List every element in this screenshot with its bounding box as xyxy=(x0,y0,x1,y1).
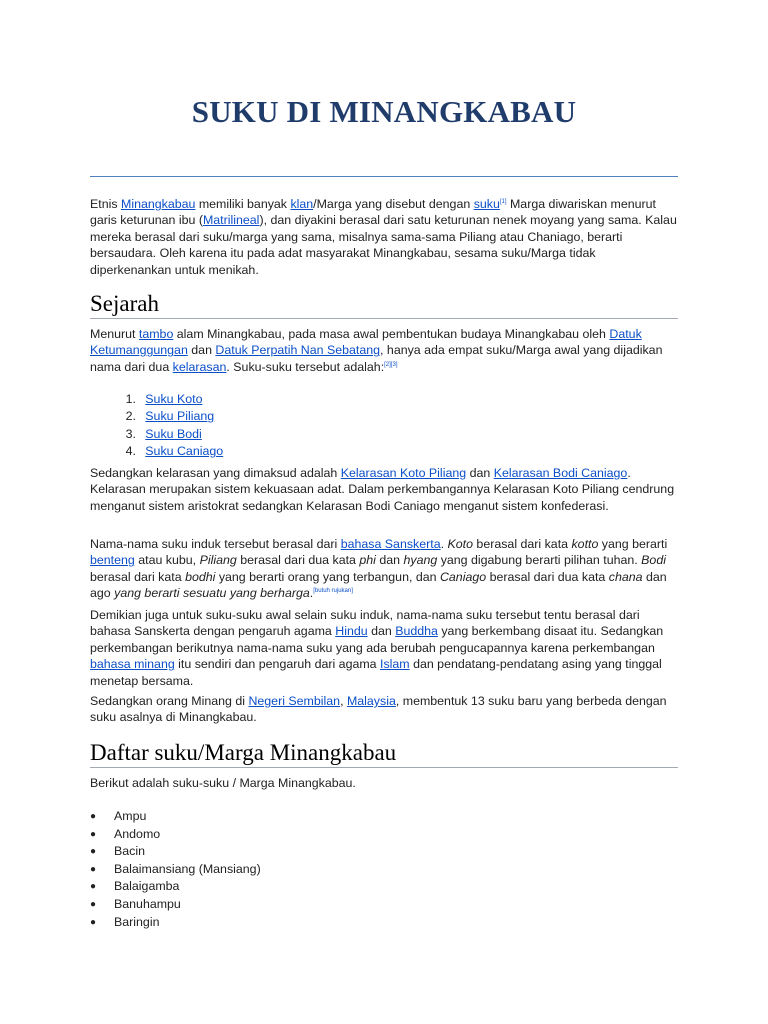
daftar-intro: Berikut adalah suku-suku / Marga Minangkabau. xyxy=(90,776,356,790)
list-item xyxy=(90,914,650,932)
sejarah-paragraph-2 xyxy=(90,465,678,514)
link-suku-bodi[interactable]: Suku Bodi xyxy=(145,426,202,441)
suku-name: Balaimansiang (Mansiang) xyxy=(114,861,261,876)
link-negeri-sembilan[interactable]: Negeri Sembilan xyxy=(248,694,341,708)
list-item xyxy=(90,861,650,879)
text: yang berkembang disaat itu. Sedangkan perkembangan berikutnya nama-nama suku yang ada berubah pengucapannya karena perkembangan xyxy=(90,624,664,655)
bullet-icon: ● xyxy=(90,898,97,910)
link-suku-koto[interactable]: Suku Koto xyxy=(145,392,203,406)
text: atau kubu, xyxy=(134,553,200,568)
italic-term: Piliang xyxy=(199,553,237,568)
title-divider xyxy=(90,176,678,177)
link-benteng[interactable]: benteng xyxy=(90,553,135,568)
list-item xyxy=(90,443,650,460)
italic-term: kotto xyxy=(571,537,599,551)
text: dan xyxy=(367,624,396,639)
italic-term: hyang xyxy=(403,553,438,568)
sejarah-paragraph-5 xyxy=(90,693,678,726)
list-item xyxy=(90,426,650,443)
link-kelarasan[interactable]: kelarasan xyxy=(172,359,227,374)
text: berasal dari dua kata xyxy=(236,553,360,568)
text: Etnis xyxy=(90,197,121,211)
text: berasal dari kata xyxy=(90,569,186,584)
bullet-icon: ● xyxy=(90,863,97,875)
italic-term: phi xyxy=(359,553,376,568)
list-item xyxy=(90,878,650,896)
list-item xyxy=(90,808,650,826)
text: yang berarti orang yang terbangun, dan xyxy=(215,569,440,584)
italic-term: bodhi xyxy=(185,569,216,584)
citation-2-3[interactable]: [2][3] xyxy=(384,361,398,368)
list-item xyxy=(90,408,650,425)
text: dan pendatang-pendatang asing yang tinggal menetap bersama. xyxy=(90,657,662,688)
text: Sedangkan kelarasan yang dimaksud adalah xyxy=(90,466,341,480)
text: . xyxy=(309,586,314,601)
link-bahasa-sanskerta[interactable]: bahasa Sanskerta xyxy=(340,537,441,551)
text: Marga diwariskan menurut garis keturunan ibu ( xyxy=(90,197,656,228)
text: berasal dari dua kata xyxy=(486,569,609,584)
list-item xyxy=(90,843,650,861)
heading-daftar-suku: Daftar suku/Marga Minangkabau xyxy=(90,739,678,768)
list-item xyxy=(90,896,650,914)
list-item xyxy=(90,826,650,844)
suku-name: Bacin xyxy=(114,844,145,859)
italic-term: yang berarti sesuatu yang berharga xyxy=(114,586,310,601)
daftar-suku-list xyxy=(90,808,650,931)
suku-name: Andomo xyxy=(114,826,161,841)
text: yang digabung berarti pilihan tuhan. xyxy=(437,553,642,568)
text: Sedangkan orang Minang di xyxy=(90,694,249,708)
link-suku[interactable]: suku xyxy=(473,197,500,211)
text: berasal dari kata xyxy=(472,537,572,551)
italic-term: chana xyxy=(608,569,643,584)
text: alam Minangkabau, pada masa awal pembentukan budaya Minangkabau oleh xyxy=(173,327,610,341)
list-number: 2. xyxy=(125,409,136,424)
list-item xyxy=(90,391,650,408)
link-suku-piliang[interactable]: Suku Piliang xyxy=(145,409,215,424)
bullet-icon: ● xyxy=(90,828,97,840)
suku-awal-list xyxy=(90,391,650,461)
link-islam[interactable]: Islam xyxy=(380,657,410,672)
bullet-icon: ● xyxy=(90,846,97,858)
text: , xyxy=(340,694,347,708)
link-klan[interactable]: klan xyxy=(290,197,314,211)
text: Nama-nama suku induk tersebut berasal dari xyxy=(90,537,341,551)
heading-sejarah: Sejarah xyxy=(90,290,678,319)
text: yang berarti xyxy=(598,537,668,551)
list-number: 1. xyxy=(125,392,136,406)
text: dan xyxy=(466,466,494,480)
text: dan xyxy=(375,553,404,568)
link-buddha[interactable]: Buddha xyxy=(395,624,438,639)
link-bahasa-minang[interactable]: bahasa minang xyxy=(90,657,175,672)
link-hindu[interactable]: Hindu xyxy=(335,624,368,639)
bullet-icon: ● xyxy=(90,916,97,928)
text: memiliki banyak xyxy=(195,197,291,211)
citation-1[interactable]: [1] xyxy=(499,199,507,205)
text: Demikian juga untuk suku-suku awal selain suku induk, nama-nama suku tersebut tentu berasal dari bahasa Sanskerta dengan pengaruh agama xyxy=(90,608,640,639)
suku-name: Banuhampu xyxy=(114,896,181,911)
bullet-icon: ● xyxy=(90,811,97,822)
text: /Marga yang disebut dengan xyxy=(313,197,474,211)
italic-term: Caniago xyxy=(439,569,487,584)
link-kelarasan-bodi-caniago[interactable]: Kelarasan Bodi Caniago xyxy=(493,466,628,480)
sejarah-paragraph-3 xyxy=(90,536,678,602)
link-datuk-perpatih[interactable]: Datuk Perpatih Nan Sebatang xyxy=(215,343,381,358)
list-number: 4. xyxy=(125,444,136,459)
citation-needed[interactable]: [butuh rujukan] xyxy=(313,588,353,595)
link-datuk-ketumanggungan[interactable]: Datuk Ketumanggungan xyxy=(90,327,642,358)
sejarah-paragraph-4 xyxy=(90,607,678,689)
text: itu sendiri dan pengaruh dari agama xyxy=(174,657,381,672)
text: dan xyxy=(187,343,216,358)
sejarah-paragraph-1 xyxy=(90,326,678,375)
suku-name: Balaigamba xyxy=(114,879,180,894)
text: . Suku-suku tersebut adalah: xyxy=(226,359,385,374)
italic-term: Bodi xyxy=(641,553,666,568)
text: . Kelarasan merupakan sistem kekuasaan adat. Dalam perkembangannya Kelarasan Koto Piliang cendrung menganut sistem aristokrat sedangkan Kelarasan Bodi Caniago menganut sistem konfederasi. xyxy=(90,466,675,513)
text: dan ago xyxy=(90,569,667,601)
intro-paragraph xyxy=(90,196,678,278)
page-title: SUKU DI MINANGKABAU xyxy=(191,94,577,129)
text: ), dan diyakini berasal dari satu keturunan nenek moyang yang sama. Kalau mereka berasal dari suku/marga yang sama, misalnya sama-sama Piliang atau Chaniago, berarti bersaudara. Oleh karena itu pada adat masyarakat Minangkabau, sesama suku/Marga tidak diperkenankan untuk menikah. xyxy=(90,213,677,277)
link-malaysia[interactable]: Malaysia xyxy=(346,694,396,708)
bullet-icon: ● xyxy=(90,881,97,893)
list-number: 3. xyxy=(125,426,136,441)
text: , membentuk 13 suku baru yang berbeda dengan suku asalnya di Minangkabau. xyxy=(90,694,667,725)
suku-name: Ampu xyxy=(114,809,147,823)
link-tambo[interactable]: tambo xyxy=(138,327,174,341)
link-matrilineal[interactable]: Matrilineal xyxy=(202,213,260,228)
text: , hanya ada empat suku/Marga awal yang dijadikan nama dari dua xyxy=(90,343,663,374)
suku-name: Baringin xyxy=(114,914,160,929)
link-suku-caniago[interactable]: Suku Caniago xyxy=(145,444,224,459)
link-minangkabau[interactable]: Minangkabau xyxy=(121,197,196,211)
text: Menurut xyxy=(90,327,139,341)
italic-term: Koto xyxy=(447,537,473,551)
text: . xyxy=(440,537,448,551)
link-kelarasan-koto-piliang[interactable]: Kelarasan Koto Piliang xyxy=(340,466,467,480)
